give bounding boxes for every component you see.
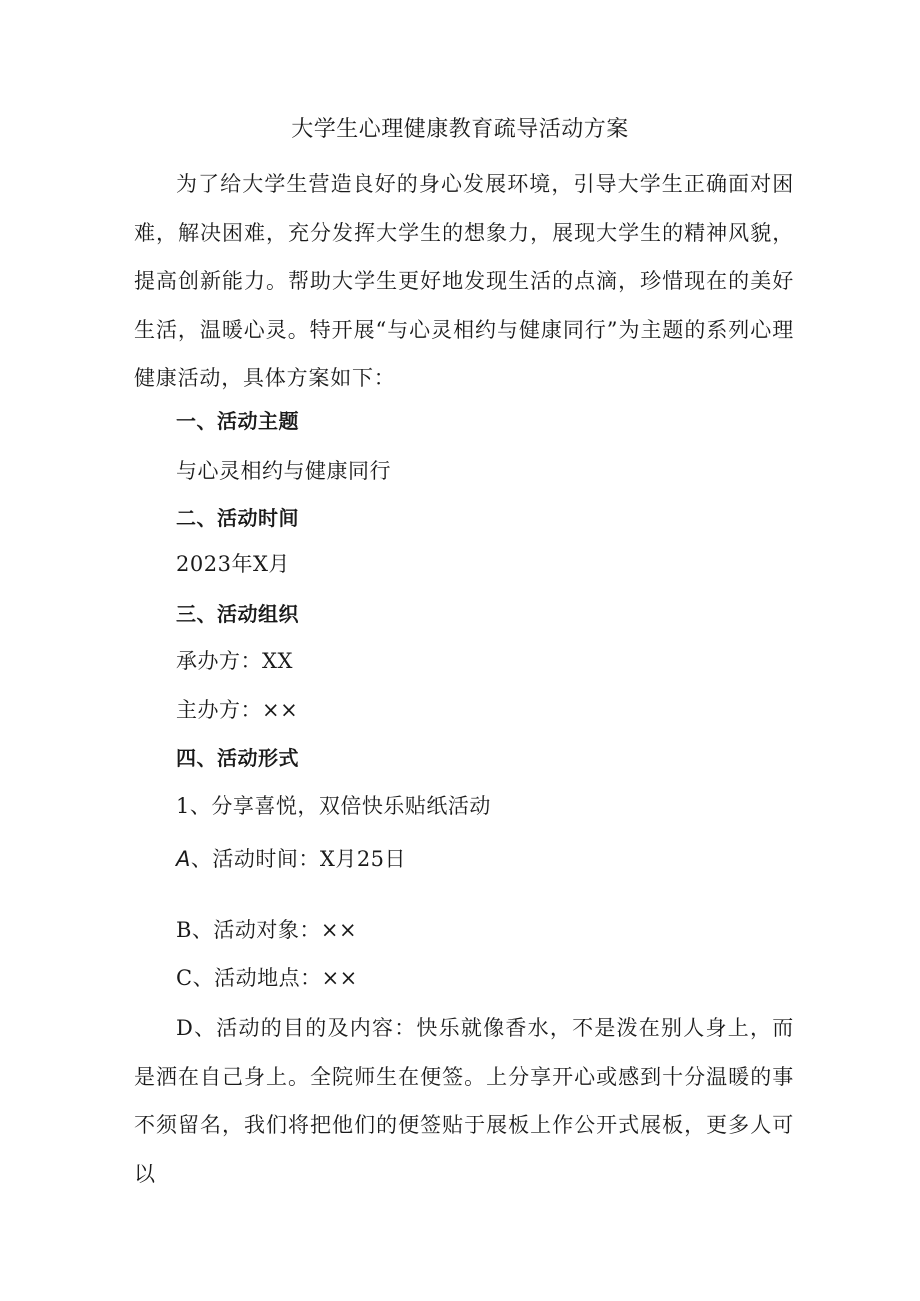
section-heading-format: 四、活动形式	[176, 746, 299, 770]
time-text: 2023年X月	[176, 552, 290, 576]
intro-paragraph: 为了给大学生营造良好的身心发展环境，引导大学生正确面对困难，解决困难，充分发挥大学生的想象力，展现大学生的精神风貌，提高创新能力。帮助大学生更好地发现生活的点滴，珍惜现在的美好生活，温暖心灵。特开展“与心灵相约与健康同行”为主题的系列心理健康活动，具体方案如下：	[134, 172, 794, 391]
section-heading-organization: 三、活动组织	[176, 602, 299, 626]
activity-item-b: B、活动对象：××	[176, 918, 358, 942]
host-text: 主办方：××	[176, 698, 299, 722]
section-heading-time: 二、活动时间	[176, 506, 299, 530]
organizer-text: 承办方：XX	[176, 649, 293, 673]
section-heading-theme: 一、活动主题	[176, 409, 299, 433]
item-a-label: A	[176, 847, 191, 871]
activity-item-a	[176, 843, 816, 875]
document-title: 大学生心理健康教育疏导活动方案	[291, 117, 629, 142]
theme-text: 与心灵相约与健康同行	[176, 459, 391, 483]
item-a-text: 、活动时间：X月25日	[190, 847, 407, 871]
activity-item-d-paragraph: D、活动的目的及内容：快乐就像香水，不是泼在别人身上，而是洒在自己身上。全院师生在便签。上分享开心或感到十分温暖的事不须留名，我们将把他们的便签贴于展板上作公开式展板，更多人可以	[134, 1016, 794, 1186]
activity-item-1: 1、分享喜悦，双倍快乐贴纸活动	[176, 794, 491, 818]
activity-item-c: C、活动地点：××	[176, 966, 358, 990]
